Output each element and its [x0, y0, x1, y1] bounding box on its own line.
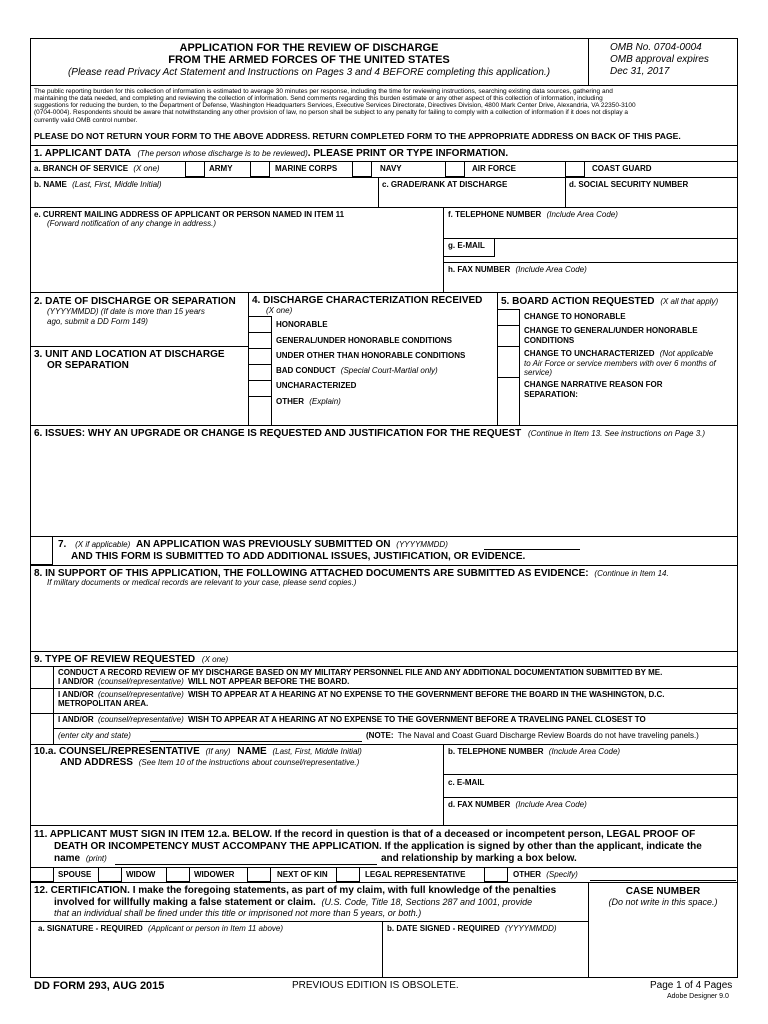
s3-title2: OR SEPARATION — [47, 360, 129, 371]
ssn-field[interactable] — [569, 192, 733, 206]
counsel-phone-field[interactable] — [448, 759, 734, 772]
email-inner-divider — [494, 238, 495, 256]
s4-opt-other: OTHER (Explain) — [276, 397, 341, 406]
s10-title: 10.a. COUNSEL/REPRESENTATIVE (If any) NAME (Last, First, Middle Initial) — [34, 746, 362, 757]
s9-opt3-line-divider — [53, 728, 738, 729]
s4-s5-divider — [497, 292, 498, 425]
s11-line3: name (print) — [54, 853, 107, 864]
rule-346 — [30, 346, 248, 347]
s5-opt-narrative-1: CHANGE NARRATIVE REASON FOR — [524, 380, 663, 389]
s4-note: (X one) — [266, 306, 293, 315]
omb-expiry: Dec 31, 2017 — [610, 66, 670, 77]
s2-s4-divider — [248, 292, 249, 425]
s7-date-line — [484, 549, 580, 550]
form-subtitle: (Please read Privacy Act Statement and Instructions on Pages 3 and 4 BEFORE completing this application.) — [67, 67, 551, 78]
email-field[interactable] — [498, 242, 734, 256]
counsel-field[interactable] — [34, 770, 440, 822]
branch-marine-checkbox[interactable] — [250, 161, 270, 177]
s5-uncharacterized-note3: service) — [524, 368, 553, 377]
grade-field[interactable] — [382, 192, 562, 206]
s5-opt-narrative-2: SEPARATION: — [524, 390, 578, 399]
s5-opt-honorable: CHANGE TO HONORABLE — [524, 312, 626, 321]
s9-city-line — [150, 741, 362, 742]
s10-divider — [443, 744, 444, 825]
form-border-left — [30, 38, 31, 978]
rel-spouse-checkbox[interactable] — [30, 867, 54, 882]
rule-744 — [30, 744, 738, 745]
applicant-name-field[interactable] — [34, 192, 374, 206]
s12-line1: 12. CERTIFICATION. I make the foregoing statements, as part of my claim, with full knowledge of the penalties — [34, 885, 557, 896]
s4-opt-oth: UNDER OTHER THAN HONORABLE CONDITIONS — [276, 351, 466, 360]
designer-credit: Adobe Designer 9.0 — [667, 993, 729, 1000]
s10c-email-label: c. E-MAIL — [448, 778, 485, 787]
form-border-right — [737, 38, 738, 978]
address-divider — [443, 207, 444, 292]
signature-divider — [382, 921, 383, 977]
s1-title: 1. APPLICANT DATA (The person whose discharge is to be reviewed). PLEASE PRINT OR TYPE INFORMATION. — [34, 148, 509, 159]
s4-opt-general: GENERAL/UNDER HONORABLE CONDITIONS — [276, 336, 453, 345]
case-number-note: (Do not write in this space.) — [608, 897, 718, 907]
rule-262 — [443, 262, 738, 263]
s12a-signature-label: a. SIGNATURE - REQUIRED (Applicant or person in Item 11 above) — [38, 924, 284, 933]
rel-widower-label: WIDOWER — [194, 870, 235, 879]
s12-line3: that an individual shall be fined under this title or imprisoned not more than 5 years, or both.) — [54, 908, 422, 918]
rule-921 — [30, 921, 588, 922]
rule-161 — [30, 161, 738, 162]
grade-divider — [565, 177, 566, 207]
branch-army-label: ARMY — [209, 164, 233, 173]
s11-line2: DEATH OR INCOMPETENCY MUST ACCOMPANY THE APPLICATION. If the application is signed by other than the applicant, indicate the — [54, 841, 702, 852]
rel-widow-checkbox[interactable] — [98, 867, 122, 882]
s1a-branch-label: a. BRANCH OF SERVICE (X one) — [34, 164, 160, 173]
s9-record-review-checkbox[interactable] — [31, 667, 53, 687]
evidence-field[interactable] — [34, 590, 734, 648]
counsel-email-field[interactable] — [448, 789, 734, 797]
rule-666 — [30, 666, 738, 667]
s2-title: 2. DATE OF DISCHARGE OR SEPARATION — [34, 296, 236, 307]
s4-general-checkbox[interactable] — [250, 333, 270, 348]
header-rule — [30, 85, 738, 86]
rule-238 — [443, 238, 738, 239]
rule-688 — [30, 688, 738, 689]
s5-title: 5. BOARD ACTION REQUESTED (X all that apply) — [501, 296, 719, 307]
s4-title: 4. DISCHARGE CHARACTERIZATION RECEIVED — [252, 295, 483, 306]
s9-check-col — [53, 666, 54, 744]
rule-207 — [30, 207, 738, 208]
s4-badconduct-checkbox[interactable] — [250, 365, 270, 380]
rule-177 — [30, 177, 738, 178]
s12b-date-label: b. DATE SIGNED - REQUIRED (YYYYMMDD) — [387, 924, 557, 933]
rel-other-checkbox[interactable] — [484, 867, 508, 882]
phone-field[interactable] — [448, 222, 734, 236]
s2-note1: (YYYYMMDD) (If date is more than 15 years — [47, 307, 205, 316]
form-title-line2: FROM THE ARMED FORCES OF THE UNITED STATES — [168, 54, 450, 66]
rule-536 — [30, 536, 738, 537]
previous-date-field[interactable] — [484, 538, 580, 549]
omb-divider — [588, 38, 589, 85]
rel-widower-checkbox[interactable] — [166, 867, 190, 882]
s12-line2: involved for willfully making a false statement or claim. (U.S. Code, Title 18, Sections 287 and 1001, provide — [54, 897, 533, 908]
s5-check-col — [519, 309, 520, 425]
branch-marine-label: MARINE CORPS — [275, 164, 338, 173]
rel-legalrep-checkbox[interactable] — [336, 867, 360, 882]
s4-opt-badconduct: BAD CONDUCT (Special Court-Martial only) — [276, 366, 438, 375]
s6-title: 6. ISSUES: WHY AN UPGRADE OR CHANGE IS REQUESTED AND JUSTIFICATION FOR THE REQUEST (Continue in Item 13. See instructions on Page 3.) — [34, 428, 706, 439]
form-title-line1: APPLICATION FOR THE REVIEW OF DISCHARGE — [179, 42, 439, 54]
s1e-address-note: (Forward notification of any change in address.) — [47, 219, 216, 228]
name-divider — [378, 177, 379, 207]
s11-name-line — [115, 864, 377, 865]
s5-uncharacterized-checkbox[interactable] — [499, 347, 518, 377]
s1d-ssn-label: d. SOCIAL SECURITY NUMBER — [569, 180, 689, 189]
mailing-address-field[interactable] — [34, 232, 440, 288]
s1e-address-label: e. CURRENT MAILING ADDRESS OF APPLICANT OR PERSON NAMED IN ITEM 11 — [34, 210, 345, 219]
s11-line1: 11. APPLICANT MUST SIGN IN ITEM 12.a. BELOW. If the record in question is that of a deceased or incompetent person, LEGAL PROOF OF — [34, 829, 696, 840]
rel-other-field[interactable] — [590, 868, 736, 880]
rule-145 — [30, 145, 738, 146]
s10d-fax-label: d. FAX NUMBER (Include Area Code) — [448, 800, 587, 809]
rule-651 — [30, 651, 738, 652]
rel-nextofkin-label: NEXT OF KIN — [277, 870, 328, 879]
branch-army-checkbox[interactable] — [185, 161, 205, 177]
branch-coastguard-label: COAST GUARD — [592, 164, 652, 173]
s9-note: (NOTE: The Naval and Coast Guard Discharge Review Boards do not have traveling panels.) — [366, 731, 699, 740]
s7-line1: 7. (X if applicable) AN APPLICATION WAS PREVIOUSLY SUBMITTED ON (YYYYMMDD) — [58, 539, 448, 550]
s11-line3-tail: and relationship by marking a box below. — [381, 853, 577, 864]
form-border-top — [30, 38, 738, 39]
issues-field[interactable] — [34, 442, 734, 534]
rule-797 — [443, 797, 738, 798]
s5-general-checkbox[interactable] — [499, 326, 518, 346]
rule-713 — [30, 713, 738, 714]
omb-approval: OMB approval expires — [610, 54, 709, 65]
s9-opt2-line2: METROPOLITAN AREA. — [58, 699, 149, 708]
fax-field[interactable] — [448, 277, 734, 290]
s9-title: 9. TYPE OF REVIEW REQUESTED (X one) — [34, 654, 229, 665]
s9-opt3-line1: I AND/OR (counsel/representative) WISH TO APPEAR AT A HEARING AT NO EXPENSE TO THE GOVERNMENT BEFORE A TRAVELING PANEL CLOSEST TO — [58, 715, 646, 724]
s9-dc-hearing-checkbox[interactable] — [31, 689, 53, 712]
s4-opt-honorable: HONORABLE — [276, 320, 328, 329]
branch-navy-label: NAVY — [380, 164, 402, 173]
s9-city-note: (enter city and state) — [58, 731, 131, 740]
s7-line2: AND THIS FORM IS SUBMITTED TO ADD ADDITIONAL ISSUES, JUSTIFICATION, OR EVIDENCE. — [71, 551, 526, 562]
omb-number: OMB No. 0704-0004 — [610, 42, 702, 53]
s4-uncharacterized-checkbox[interactable] — [250, 381, 270, 396]
rel-spouse-label: SPOUSE — [58, 870, 92, 879]
s5-narrative-checkbox[interactable] — [499, 378, 518, 424]
burden-statement: The public reporting burden for this collection of information is estimated to average 30 minutes per response, including the time for reviewing instructions, searching existing data sources, gathering and maintaining the data needed, and completing and reviewing the collection of information. Send comments regarding this burden estimate or any other aspect of this collection of information, including suggestions for reducing the burden, to the Department of Defense, Washington Headquarters Services, Executive Services Directorate, Directives Division, 4800 Mark Center Drive, Alexandria, VA 22350-3100 (0704-0004). Respondents should be aware that notwithstanding any other provision of law, no person shall be subject to any penalty for failing to comply with a collection of information if it does not display a currently valid OMB control number. — [34, 88, 636, 124]
rel-nextofkin-checkbox[interactable] — [247, 867, 271, 882]
s8-note2: If military documents or medical records are relevant to your case, please send copies.) — [47, 578, 357, 587]
s5-opt-general-2: CONDITIONS — [524, 336, 575, 345]
rel-other-line — [590, 880, 736, 881]
no-return-notice: PLEASE DO NOT RETURN YOUR FORM TO THE ABOVE ADDRESS. RETURN COMPLETED FORM TO THE APPROPRIATE ADDRESS ON BACK OF THIS PAGE. — [34, 131, 681, 141]
rel-legalrep-label: LEGAL REPRESENTATIVE — [365, 870, 466, 879]
s9-opt1-line1: CONDUCT A RECORD REVIEW OF MY DISCHARGE BASED ON MY MILITARY PERSONNEL FILE AND ANY ADDITIONAL DOCUMENTATION SUBMITTED BY ME. — [58, 668, 663, 677]
unit-location-field[interactable] — [34, 374, 244, 422]
rel-other-label: OTHER (Specify) — [513, 870, 578, 879]
rule-882 — [30, 882, 738, 883]
rule-292 — [30, 292, 738, 293]
rule-825 — [30, 825, 738, 826]
s3-title1: 3. UNIT AND LOCATION AT DISCHARGE — [34, 349, 225, 360]
s1h-fax-label: h. FAX NUMBER (Include Area Code) — [448, 265, 587, 274]
rule-565 — [30, 565, 738, 566]
narrative-reason-field[interactable] — [524, 402, 734, 422]
branch-airforce-checkbox[interactable] — [445, 161, 465, 177]
branch-coastguard-checkbox[interactable] — [565, 161, 585, 177]
rel-widow-label: WIDOW — [126, 870, 156, 879]
s10-line2: AND ADDRESS (See Item 10 of the instructions about counsel/representative.) — [60, 757, 360, 768]
city-state-field[interactable] — [150, 730, 362, 741]
branch-navy-checkbox[interactable] — [352, 161, 372, 177]
s7-checkbox[interactable] — [30, 536, 53, 565]
case-number-title: CASE NUMBER — [625, 886, 701, 897]
form-border-bottom — [30, 977, 738, 978]
rule-425 — [30, 425, 738, 426]
discharge-date-field[interactable] — [34, 330, 244, 344]
s1f-phone-label: f. TELEPHONE NUMBER (Include Area Code) — [448, 210, 618, 219]
form-number: DD FORM 293, AUG 2015 — [34, 980, 165, 992]
s4-opt-uncharacterized: UNCHARACTERIZED — [276, 381, 357, 390]
signature-field[interactable] — [34, 937, 378, 975]
s4-other-checkbox[interactable] — [250, 397, 270, 424]
s4-honorable-checkbox[interactable] — [250, 317, 270, 332]
s4-oth-checkbox[interactable] — [250, 349, 270, 364]
date-signed-field[interactable] — [387, 937, 583, 975]
obsolete-notice: PREVIOUS EDITION IS OBSOLETE. — [292, 980, 459, 991]
counsel-fax-field[interactable] — [448, 811, 734, 823]
branch-airforce-label: AIR FORCE — [472, 164, 516, 173]
s9-traveling-panel-checkbox[interactable] — [31, 714, 53, 743]
s5-uncharacterized-note2: to Air Force or service members with over 6 months of — [524, 359, 716, 368]
s1g-email-label: g. E-MAIL — [448, 241, 485, 250]
s5-honorable-checkbox[interactable] — [499, 310, 518, 325]
email-inner-bottom — [443, 256, 495, 257]
s9-opt2-line1: I AND/OR (counsel/representative) WISH TO APPEAR AT A HEARING AT NO EXPENSE TO THE GOVERNMENT BEFORE THE BOARD IN THE WASHINGTON, D.C. — [58, 690, 665, 699]
representative-name-field[interactable] — [115, 852, 377, 864]
s5-opt-general-1: CHANGE TO GENERAL/UNDER HONORABLE — [524, 326, 698, 335]
s8-title: 8. IN SUPPORT OF THIS APPLICATION, THE FOLLOWING ATTACHED DOCUMENTS ARE SUBMITTED AS EVIDENCE: (Continue in Item 14. — [34, 568, 669, 579]
s5-opt-uncharacterized: CHANGE TO UNCHARACTERIZED (Not applicable — [524, 349, 714, 358]
s1c-grade-label: c. GRADE/RANK AT DISCHARGE — [382, 180, 508, 189]
s2-note2: ago, submit a DD Form 149) — [47, 317, 148, 326]
rule-774 — [443, 774, 738, 775]
s9-opt1-line2: I AND/OR (counsel/representative) WILL NOT APPEAR BEFORE THE BOARD. — [58, 677, 350, 686]
s10b-phone-label: b. TELEPHONE NUMBER (Include Area Code) — [448, 747, 621, 756]
s1b-name-label: b. NAME (Last, First, Middle Initial) — [34, 180, 162, 189]
page-count: Page 1 of 4 Pages — [650, 980, 733, 991]
